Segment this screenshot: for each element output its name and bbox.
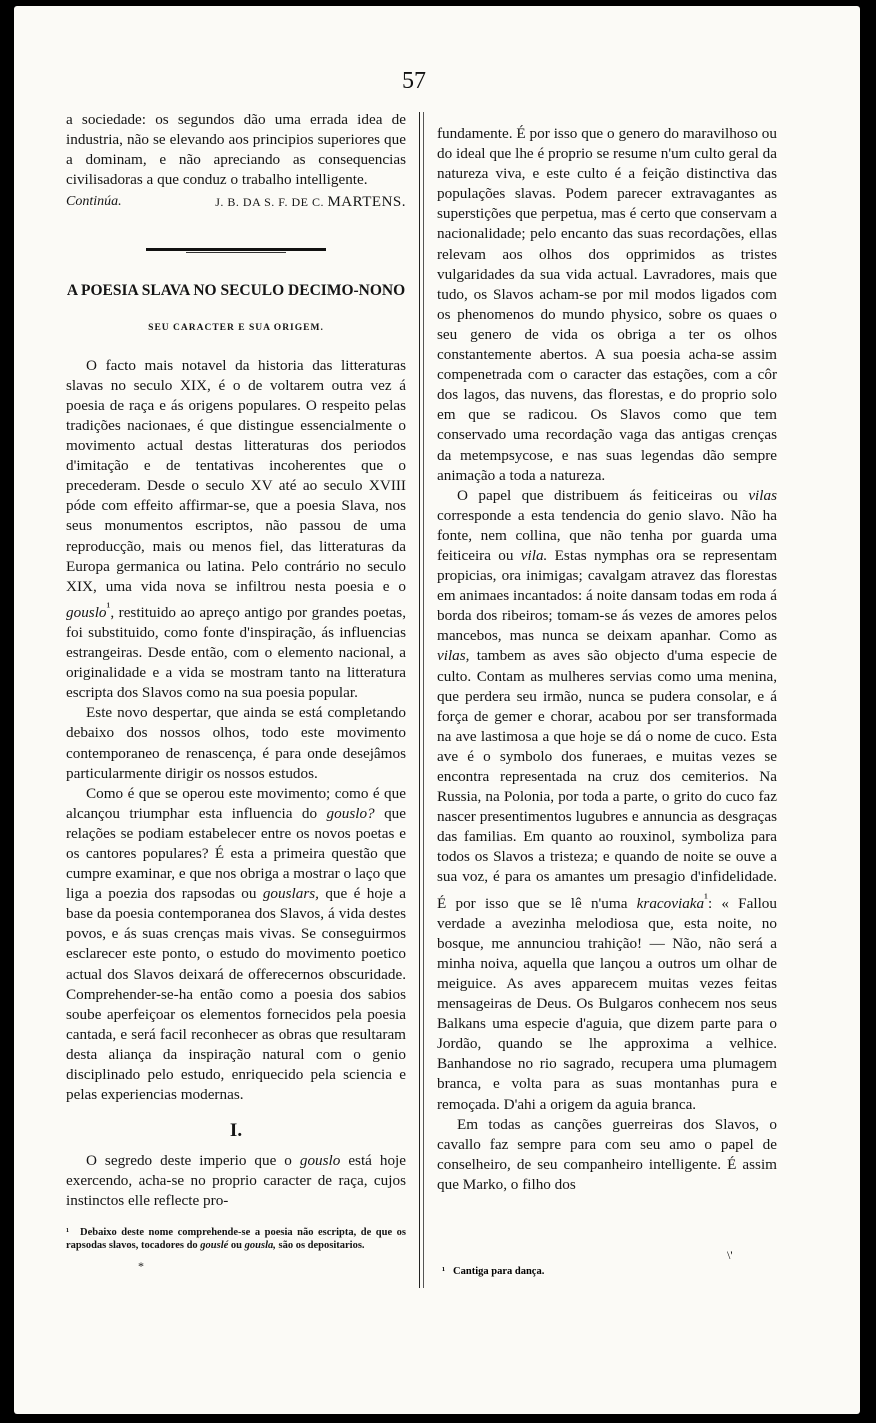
footnote-ref: ¹ (704, 890, 708, 905)
right-paragraph-3: Em todas as canções guerreiras dos Slavos, o cavallo faz sempre para com seu amo o papel de conselheiro, de seu companheiro intelligente. É assim que Marko, o filho dos (437, 1115, 777, 1193)
column-divider-inner (423, 112, 424, 1288)
continua-label: Continúa. (66, 194, 122, 210)
right-column (437, 124, 777, 1195)
signature-line (66, 192, 406, 212)
right-paragraph-1: fundamente. É por isso que o genero do maravilhoso ou do ideal que lhe é proprio se resume n'um culto geral da natureza viva, e este culto é a feição distinctiva das populações slavas. Podem parecer extravagantes as superstições que perpetua, mas é certo que conservam a nacionalidade; pelo encanto das suas recordações, ellas relevam aos olhos dos opprimidos as tristes vulgaridades da sua vida actual. Lavradores, mais que tudo, os Slavos acham-se por mil modos ligados com os phenomenos do mundo physico, sobre os quaes o seu genero de vida os obriga a ter os olhos constantemente abertos. A sua poesia acha-se assim compenetrada com o caracter das estações, com a côr dos lagos, das nuvens, das florestas, e do proprio solo em que se radicou. Os Slavos como que tem conservado uma recordação vaga das antigas crenças da metempsycose, e nas suas legendas dão sempre animação a toda a natureza. (437, 125, 777, 484)
author-signature (215, 192, 406, 212)
page-sheet (14, 6, 860, 1414)
column-divider (419, 112, 420, 1288)
section-heading: I. (229, 1120, 243, 1142)
page-number: 57 (402, 68, 426, 94)
paragraph-2: Este novo despertar, que ainda se está completando debaixo dos nossos olhos, todo este movimento contemporaneo de renascença, é para onde desejâmos particularmente dirigir os nossos estudos. (66, 704, 406, 782)
footnote-right: \' ¹ Cantiga para dança. (442, 1248, 733, 1277)
paragraph-4: O segredo deste imperio que o gouslo está hoje exercendo, acha-se no proprio caracter de raça, cujos instinctos elle reflecte pro- (66, 1152, 407, 1210)
author-name: MARTENS. (327, 194, 406, 211)
star-ornament: * (138, 1258, 144, 1273)
right-paragraph-2: O papel que distribuem ás feiticeiras ou vilas corresponde a esta tendencia do genio slavo. Não ha fonte, nem collina, que não tenha por guarda uma feiticeira ou vila. Estas nymphas ora se representam propicias, ora inimigas; cavalgam atravez das florestas em animaes incantados: á noite dansam todas em roda á borda dos ribeiros; tomam-se ás vezes de amores pelos mancebos, mas nunca se deixam apanhar. Como as vilas, tambem as aves são objecto d'uma especie de culto. Contam as mulheres servias como uma menina, que perdera seu irmão, nunca se pudera consolar, e á força de gemer e chorar, acabou por ser transformada na ave lastimosa a que hoje se dá o nome de cuco. Esta ave é o symbolo dos funeraes, e muitas vezes se encontra representada na cruz dos cemiterios. Na Russia, na Polonia, por toda a parte, o grito do cuco faz nascer presentimentos lugubres e annuncia as desgraças das familias. Em quanto ao rouxinol, symboliza para todos os Slavos a tristeza; e quando de noite se ouve a sua voz, é para os amantes um presagio d'infidelidade. É por isso que se lê n'uma kracoviaka$^{^1}$: « Fallou verdade a avezinha melodiosa que, esta noite, no bosque, me annunciou trahição! — Não, não será a minha noiva, aquella que lançou a outros um olhar de meiguice. As aves apparecem muitas vezes feitas mensageiras de Deus. Os Bulgaros conhecem nos seus Balkans uma especie d'aguia, que dizem parte para o Jordão, quando se lhe approxima a velhice. Banhandose no rio sagrado, recupera uma plumagem branca, e volta para as suas montanhas pura e remoçada. D'ahi a origem da aguia branca. (437, 486, 778, 1113)
article-title: A POESIA SLAVA NO SECULO DECIMO-NONO (66, 282, 406, 300)
footnote-ref: ¹ (106, 599, 111, 614)
intro-paragraph: a sociedade: os segundos dão uma errada idea de industria, não se elevando aos principios superiores que a dominam, e não apreciando as consequencias civilisadoras a que conduz o trabalho intelligente. (66, 111, 406, 189)
author-initials: J. B. DA S. F. DE C. (215, 195, 324, 210)
article-subtitle: SEU CARACTER E SUA ORIGEM. (148, 322, 324, 333)
left-column (66, 110, 406, 1276)
stray-mark: \' (727, 1248, 733, 1262)
footnote-left: ¹ Debaixo deste nome comprehende-se a poesia não escripta, de que os rapsodas slavos, tocadores do gouslé ou gousla, são os depositarios. (66, 1226, 406, 1251)
section-separator (146, 248, 326, 251)
paragraph-1: O facto mais notavel da historia das litteraturas slavas no seculo XIX, é o de voltarem outra vez á poesia de raça e ás origens populares. O respeito pelas tradições nacionaes, é que distingue essencialmente o movimento actual destas litteraturas dos periodos d'imitação e de tentativas incoherentes que o precederam. Desde o seculo XV até ao seculo XVIII póde com effeito affirmar-se, que a poesia Slava, nos seus monumentos escriptos, não passou de uma reproducção, mais ou menos fiel, das litteraturas da Europa germanica ou latina. Pelo contrário no seculo XIX, uma vida nova se infiltrou nesta poesia e o gouslo$^{^1}$, restituido ao apreço antigo por grandes poetas, foi substituido, como fonte d'inspiração, ás influencias estrangeiras. Desde então, com o elemento nacional, a originalidade e a vida se mostram tanto na litteratura escripta dos Slavos como na sua poesia popular. (66, 356, 406, 702)
paragraph-3: Como é que se operou este movimento; como é que alcançou triumphar esta influencia do gouslo? que relações se podiam estabelecer entre os novos poetas e os cantores populares? É esta a primeira questão que cumpre examinar, e que nos obriga a mostrar o laço que liga a poezia dos rapsodas ou gouslars, que é hoje a base da poesia contemporanea dos Slavos, á vida destes povos, e ás suas crenças mais vivas. Se conseguirmos esclarecer este ponto, o estudo do movimento poetico actual dos Slavos deixará de offerecernos obscuridade. Comprehender-se-ha então como a poesia dos sabios soube aperfeiçoar os elementos fornecidos pela poesia cantada, e será facil reconhecer as obras que resultaram desta aliança da inspiração natural com o genio disciplinado pelo estudo, enriquecido pela sciencia e pelas experiencias modernas. (66, 784, 407, 1104)
